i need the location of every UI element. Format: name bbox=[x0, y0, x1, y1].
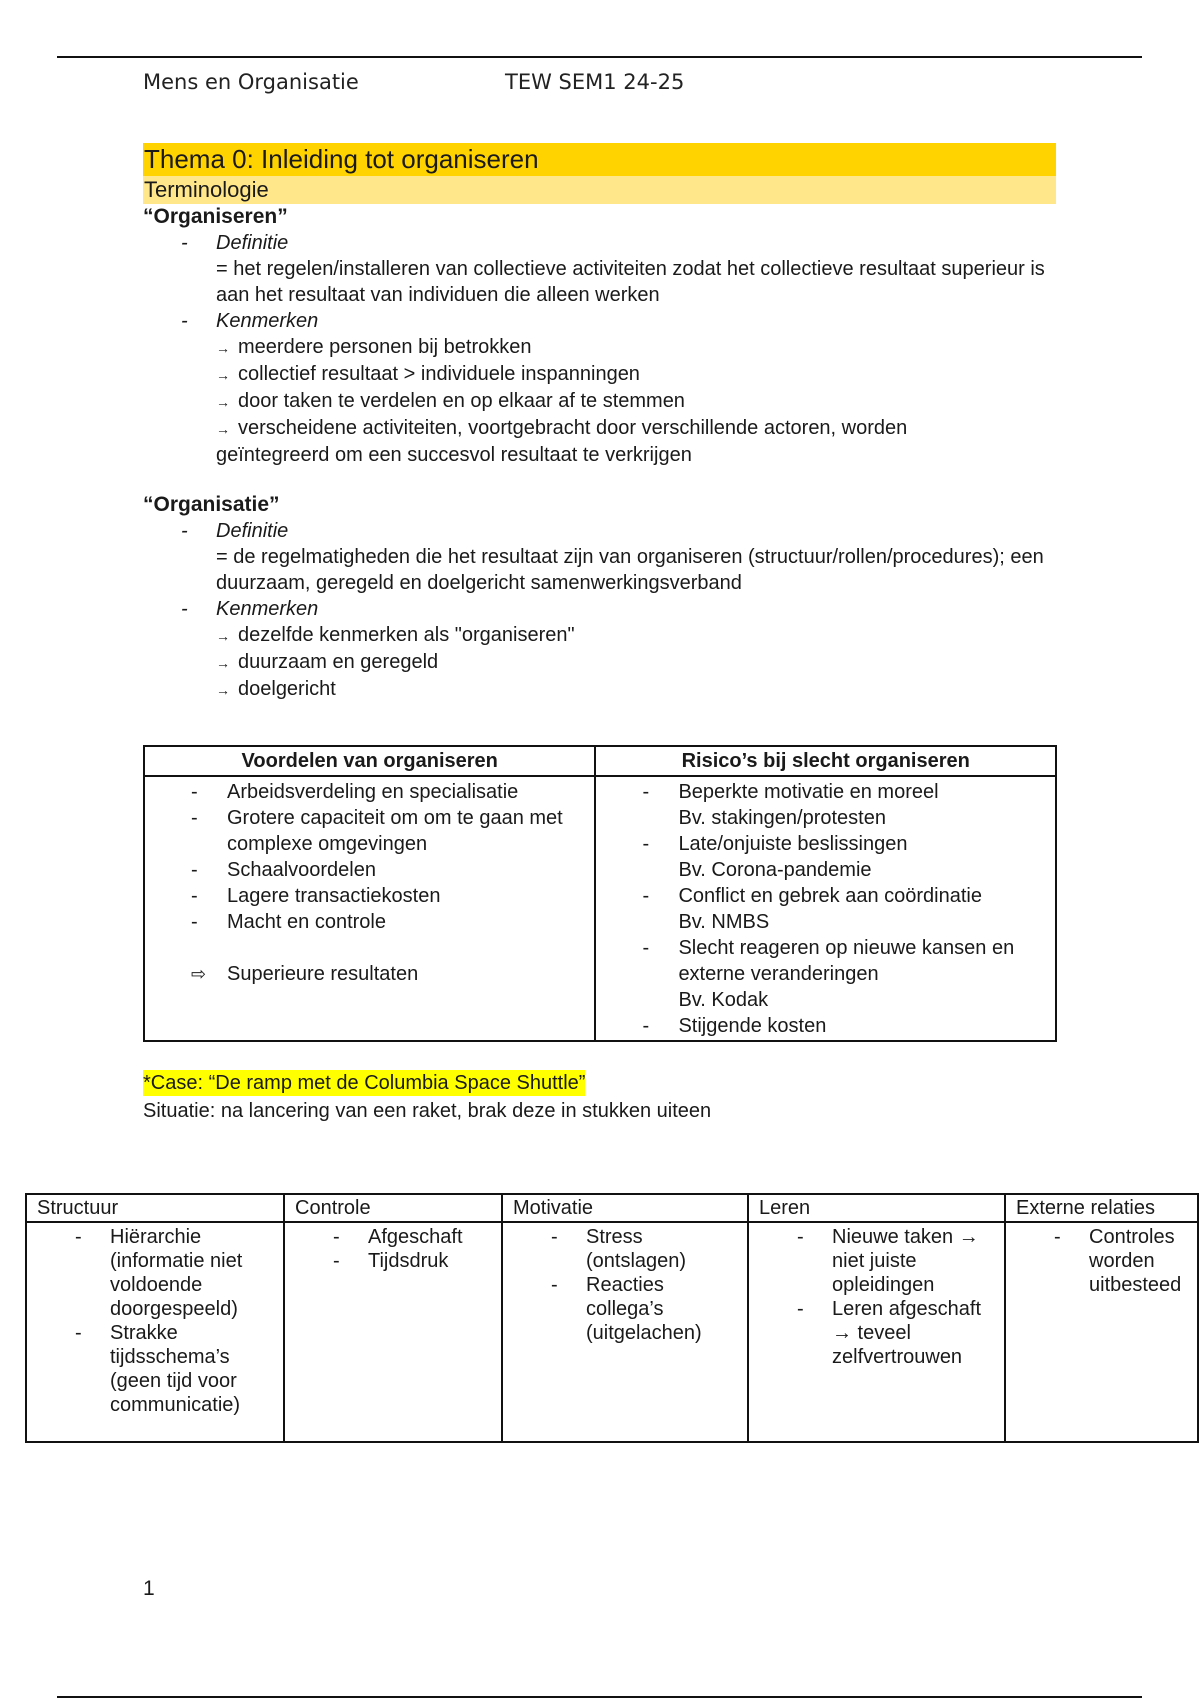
organiseren-kenm-label: - Kenmerken bbox=[143, 308, 1056, 334]
example-text: Bv. Kodak bbox=[678, 989, 769, 1011]
table-header: Risico’s bij slecht organiseren bbox=[595, 746, 1056, 776]
list-item: - Afgeschaft bbox=[285, 1225, 493, 1249]
table-cell bbox=[502, 1222, 748, 1442]
table-cell bbox=[284, 1222, 502, 1442]
list-item: - Tijdsdruk bbox=[285, 1249, 493, 1273]
list-item: - Beperkte motivatie en moreel Bv. stakingen/protesten bbox=[596, 779, 1051, 831]
list-item: - Leren afgeschaft → teveel zelfvertrouwen bbox=[749, 1297, 996, 1369]
list-item: → collectief resultaat > individuele inspanningen bbox=[216, 363, 640, 385]
footer-rule bbox=[57, 1696, 1142, 1698]
risicos-list bbox=[596, 779, 1051, 1039]
list-item: - Hiërarchie (informatie niet voldoende doorgespeeld) bbox=[27, 1225, 275, 1321]
organisatie-def-text: = de regelmatigheden die het resultaat zijn van organiseren (structuur/rollen/procedures); een duurzaam, geregeld en doelgericht samenwerkingsverband bbox=[216, 546, 1044, 594]
arrow-icon: → bbox=[216, 394, 230, 410]
section-title: Terminologie bbox=[143, 176, 1056, 204]
thema-title: Thema 0: Inleiding tot organiseren bbox=[143, 143, 1056, 176]
header-rule bbox=[57, 56, 1142, 58]
table-header: Motivatie bbox=[502, 1194, 748, 1222]
arrow-icon: → bbox=[216, 421, 230, 437]
course-title: Mens en Organisatie bbox=[143, 70, 359, 94]
arrow-icon: → bbox=[216, 340, 230, 356]
list-item: - Arbeidsverdeling en specialisatie bbox=[145, 779, 590, 805]
organisatie-kenmerken-list bbox=[143, 622, 1056, 703]
list-item: - Reacties collega’s (uitgelachen) bbox=[503, 1273, 739, 1345]
list-item: - Nieuwe taken → niet juiste opleidingen bbox=[749, 1225, 996, 1297]
list-item: - Conflict en gebrek aan coördinatie Bv. NMBS bbox=[596, 883, 1051, 935]
list-item: - Stress (ontslagen) bbox=[503, 1225, 739, 1273]
semester-label: TEW SEM1 24-25 bbox=[505, 70, 685, 94]
list-item: - Stijgende kosten bbox=[596, 1013, 1051, 1039]
page-header bbox=[143, 70, 684, 94]
list-item: → dezelfde kenmerken als "organiseren" bbox=[216, 624, 575, 646]
organiseren-title: “Organiseren” bbox=[143, 205, 288, 228]
list-item: → meerdere personen bij betrokken bbox=[216, 336, 532, 358]
voordelen-cell bbox=[144, 776, 595, 1041]
list-item: - Lagere transactiekosten bbox=[145, 883, 590, 909]
list-item: - Slecht reageren op nieuwe kansen en externe veranderingen Bv. Kodak bbox=[596, 935, 1051, 1013]
organisatie-def-label: - Definitie bbox=[143, 518, 1056, 544]
list-item: → doelgericht bbox=[216, 678, 336, 700]
organisatie-title: “Organisatie” bbox=[143, 493, 280, 516]
case-situatie: Situatie: na lancering van een raket, brak deze in stukken uiteen bbox=[143, 1100, 712, 1122]
table-header: Externe relaties bbox=[1005, 1194, 1198, 1222]
conclusie-item: ⇨ Superieure resultaten bbox=[145, 961, 590, 987]
arrow-icon: → bbox=[216, 628, 230, 644]
arrow-icon: → bbox=[216, 655, 230, 671]
example-text: Bv. stakingen/protesten bbox=[678, 807, 886, 829]
table-cell bbox=[1005, 1222, 1198, 1442]
table-cell bbox=[748, 1222, 1005, 1442]
page-number: 1 bbox=[143, 1577, 155, 1600]
list-item: → duurzaam en geregeld bbox=[216, 651, 439, 673]
list-item: - Late/onjuiste beslissingen Bv. Corona-pandemie bbox=[596, 831, 1051, 883]
example-text: Bv. NMBS bbox=[678, 911, 770, 933]
organiseren-def-text: = het regelen/installeren van collectieve activiteiten zodat het collectieve resultaat superieur is aan het resultaat van individuen die alleen werken bbox=[216, 258, 1045, 306]
organiseren-kenmerken-list bbox=[143, 334, 1056, 468]
list-item: - Schaalvoordelen bbox=[145, 857, 590, 883]
table-header: Controle bbox=[284, 1194, 502, 1222]
arrow-icon: → bbox=[216, 682, 230, 698]
list-item: → verscheidene activiteiten, voortgebracht door verschillende actoren, worden bbox=[216, 417, 908, 439]
arrow-icon: → bbox=[216, 367, 230, 383]
example-text: Bv. Corona-pandemie bbox=[678, 859, 872, 881]
list-item-continuation: geïntegreerd om een succesvol resultaat te verkrijgen bbox=[216, 444, 692, 466]
table-header: Leren bbox=[748, 1194, 1005, 1222]
list-item: - Grotere capaciteit om om te gaan met complexe omgevingen bbox=[145, 805, 590, 857]
list-item: - Strakke tijdsschema’s (geen tijd voor communicatie) bbox=[27, 1321, 275, 1417]
organisatie-kenm-label: - Kenmerken bbox=[143, 596, 1056, 622]
case-label: *Case: “De ramp met de Columbia Space Shuttle” bbox=[143, 1072, 586, 1094]
voordelen-list bbox=[145, 779, 590, 935]
list-item: - Macht en controle bbox=[145, 909, 590, 935]
table-header: Structuur bbox=[26, 1194, 284, 1222]
list-item: → door taken te verdelen en op elkaar af te stemmen bbox=[216, 390, 685, 412]
organiseren-def-label: - Definitie bbox=[143, 230, 1056, 256]
columbia-case-table bbox=[25, 1193, 1199, 1443]
risicos-cell bbox=[595, 776, 1056, 1041]
list-item: - Controles worden uitbesteed bbox=[1006, 1225, 1189, 1297]
table-cell bbox=[26, 1222, 284, 1442]
table-header: Voordelen van organiseren bbox=[144, 746, 595, 776]
document-body bbox=[143, 143, 1056, 1126]
voordelen-risicos-table bbox=[143, 745, 1057, 1042]
